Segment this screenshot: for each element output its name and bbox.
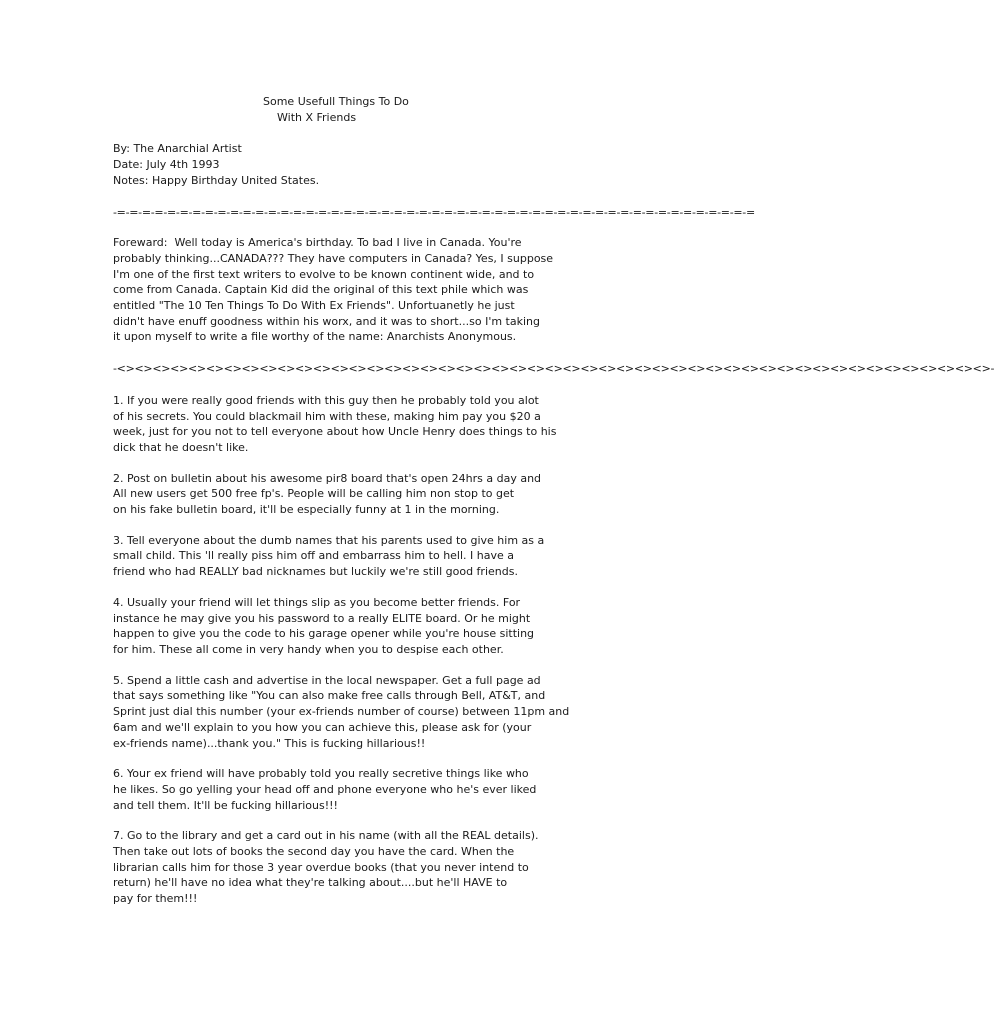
title-line-1: Some Usefull Things To Do bbox=[263, 95, 409, 108]
list-item: 4. Usually your friend will let things slip as you become better friends. For instance he may give you his password to a really ELITE board. Or he might happen to give you the code to his garage opener while you're house sitting for him. These all come in very handy when you to despise each other. bbox=[113, 595, 535, 656]
list-item: 3. Tell everyone about the dumb names that his parents used to give him as a small child. This 'll really piss him off and embarrass him to hell. I have a friend who had REALLY bad nicknames but luckily we're still good friends. bbox=[113, 533, 545, 579]
list-item: 2. Post on bulletin about his awesome pir8 board that's open 24hrs a day and All new users get 500 free fp's. People will be calling him non stop to get on his fake bulletin board, it'll be especially funny at 1 in the morning. bbox=[113, 471, 542, 517]
document-meta bbox=[113, 141, 753, 188]
list-item: 6. Your ex friend will have probably told you really secretive things like who he likes. So go yelling your head off and phone everyone who he's ever liked and tell them. It'll be fucking hillarious!!! bbox=[113, 767, 537, 812]
divider-arrows: -<><><><><><><><><><><><><><><><><><><><><><><><><><><><><><><><><><><><><><><><><><><><><><><><><>- bbox=[113, 362, 994, 376]
notes-line: Notes: Happy Birthday United States. bbox=[113, 173, 320, 187]
document-title bbox=[263, 94, 753, 125]
list-item: 7. Go to the library and get a card out in his name (with all the REAL details). Then take out lots of books the second day you have the card. When the librarian calls him for those 3 year overdue books (that you never intend to return) he'll have no idea what they're talking about....but he'll HAVE to pay for them!!! bbox=[113, 829, 539, 906]
list-item: 1. If you were really good friends with this guy then he probably told you alot of his secrets. You could blackmail him with these, making him pay you $20 a week, just for you not to tell everyone about how Uncle Henry does things to his dick that he doesn't like. bbox=[113, 393, 557, 454]
author-line: By: The Anarchial Artist bbox=[113, 142, 242, 156]
date-line: Date: July 4th 1993 bbox=[113, 158, 220, 172]
divider-dashes: -=-=-=-=-=-=-=-=-=-=-=-=-=-=-=-=-=-=-=-=-=-=-=-=-=-=-=-=-=-=-=-=-=-=-=-=-=-=-=-=-=-=-=-=-=-=-=-=-=-=-= bbox=[113, 205, 755, 219]
foreward-paragraph: Foreward: Well today is America's birthday. To bad I live in Canada. You're probably thinking...CANADA??? They have computers in Canada? Yes, I suppose I'm one of the first text writers to evolve to be known continent wide, and to come from Canada. Captain Kid did the original of this text phile which was entitled "The 10 Ten Things To Do With Ex Friends". Unfortuanetly he just didn't have enuff goodness within his worx, and it was to short...so I'm taking it upon myself to write a file worthy of the name: Anarchists Anonymous. bbox=[113, 236, 554, 344]
title-line-2: With X Friends bbox=[277, 110, 357, 124]
document-page bbox=[113, 94, 994, 907]
list-item: 5. Spend a little cash and advertise in the local newspaper. Get a full page ad that says something like "You can also make free calls through Bell, AT&T, and Sprint just dial this number (your ex-friends number of course) between 11pm and 6am and we'll explain to you how you can achieve this, please ask for (your ex-friends name)...thank you." This is fucking hillarious!! bbox=[113, 673, 570, 750]
